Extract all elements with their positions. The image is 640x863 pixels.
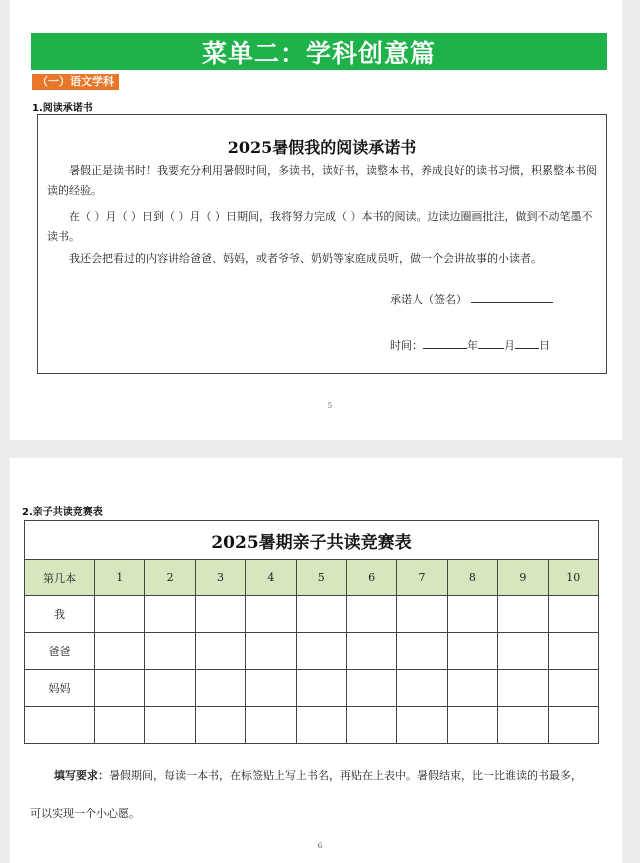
column-header: 3 [195, 560, 245, 596]
column-header: 5 [296, 560, 346, 596]
date-label: 时间： [390, 339, 423, 352]
signature-label: 承诺人（签名） [390, 293, 467, 306]
table-cell[interactable] [145, 707, 195, 744]
page-number: 5 [327, 402, 333, 410]
subheading-reading-table: 2.亲子共读竞赛表 [22, 507, 103, 518]
table-cell[interactable] [548, 670, 598, 707]
table-cell[interactable] [498, 633, 548, 670]
table-cell[interactable] [145, 670, 195, 707]
table-cell[interactable] [145, 596, 195, 633]
reading-contest-table [24, 520, 599, 744]
table-cell[interactable] [95, 633, 145, 670]
column-header: 2 [145, 560, 195, 596]
table-cell[interactable] [246, 596, 296, 633]
table-cell[interactable] [397, 596, 447, 633]
table-cell[interactable] [145, 633, 195, 670]
pledge-box [37, 114, 607, 374]
year-label: 年 [467, 339, 478, 352]
menu-banner: 菜单二：学科创意篇 [31, 33, 607, 70]
column-header: 1 [95, 560, 145, 596]
table-cell[interactable] [246, 670, 296, 707]
table-cell[interactable] [346, 707, 396, 744]
pledge-title: 2025暑假我的阅读承诺书 [227, 138, 417, 157]
table-cell[interactable] [195, 596, 245, 633]
table-row [25, 596, 599, 633]
document-page-1 [10, 0, 622, 440]
column-header: 7 [397, 560, 447, 596]
table-cell[interactable] [296, 596, 346, 633]
day-label: 日 [539, 339, 550, 352]
table-cell[interactable] [397, 707, 447, 744]
table-cell[interactable] [548, 596, 598, 633]
month-blank[interactable] [478, 337, 504, 349]
table-cell[interactable] [95, 596, 145, 633]
table-cell[interactable] [447, 633, 497, 670]
table-cell[interactable] [296, 633, 346, 670]
column-header: 10 [548, 560, 598, 596]
table-cell[interactable] [346, 670, 396, 707]
table-row [25, 670, 599, 707]
signature-blank[interactable] [471, 291, 553, 303]
column-header: 4 [246, 560, 296, 596]
column-header: 6 [346, 560, 396, 596]
table-cell[interactable] [447, 670, 497, 707]
requirement-label: 填写要求： [54, 769, 109, 782]
table-cell[interactable] [346, 633, 396, 670]
column-header-label: 第几本 [25, 560, 95, 596]
table-title: 2025暑期亲子共读竞赛表 [25, 521, 599, 560]
table-cell[interactable] [246, 633, 296, 670]
row-label: 我 [25, 596, 95, 633]
date-line [390, 337, 550, 353]
row-label [25, 707, 95, 744]
table-cell[interactable] [246, 707, 296, 744]
subheading-pledge: 1.阅读承诺书 [32, 103, 93, 114]
row-label: 爸爸 [25, 633, 95, 670]
table-cell[interactable] [397, 670, 447, 707]
table-cell[interactable] [548, 633, 598, 670]
pledge-paragraph-3: 我还会把看过的内容讲给爸爸、妈妈，或者爷爷、奶奶等家庭成员听，做一个会讲故事的小读者。 [69, 252, 542, 265]
column-header: 8 [447, 560, 497, 596]
year-blank[interactable] [423, 337, 467, 349]
page-number: 6 [317, 842, 323, 850]
table-row [25, 707, 599, 744]
table-cell[interactable] [296, 707, 346, 744]
section-tag: （一）语文学科 [32, 74, 119, 90]
table-cell[interactable] [498, 707, 548, 744]
table-cell[interactable] [95, 707, 145, 744]
table-cell[interactable] [498, 596, 548, 633]
table-cell[interactable] [447, 707, 497, 744]
table-cell[interactable] [195, 633, 245, 670]
signature-line [390, 291, 553, 307]
table-cell[interactable] [447, 596, 497, 633]
column-header: 9 [498, 560, 548, 596]
fill-requirement [30, 757, 590, 833]
month-label: 月 [504, 339, 515, 352]
table-cell[interactable] [95, 670, 145, 707]
table-cell[interactable] [346, 596, 396, 633]
day-blank[interactable] [515, 337, 539, 349]
table-cell[interactable] [548, 707, 598, 744]
table-cell[interactable] [498, 670, 548, 707]
table-header-row [25, 560, 599, 596]
table-cell[interactable] [195, 707, 245, 744]
pledge-paragraph-2: 在（ ）月（ ）日到（ ）月（ ）日期间，我将努力完成（ ）本书的阅读。边读边圈画批注，做到不动笔墨不读书。 [47, 210, 593, 243]
table-row [25, 633, 599, 670]
table-cell[interactable] [296, 670, 346, 707]
table-cell[interactable] [195, 670, 245, 707]
table-cell[interactable] [397, 633, 447, 670]
row-label: 妈妈 [25, 670, 95, 707]
requirement-text: 暑假期间，每读一本书，在标签贴上写上书名，再贴在上表中。暑假结束，比一比谁读的书最多，可以实现一个小心愿。 [30, 769, 582, 820]
pledge-paragraph-1: 暑假正是读书时！我要充分利用暑假时间，多读书，读好书，读整本书，养成良好的读书习惯，积累整本书阅读的经验。 [47, 164, 597, 197]
